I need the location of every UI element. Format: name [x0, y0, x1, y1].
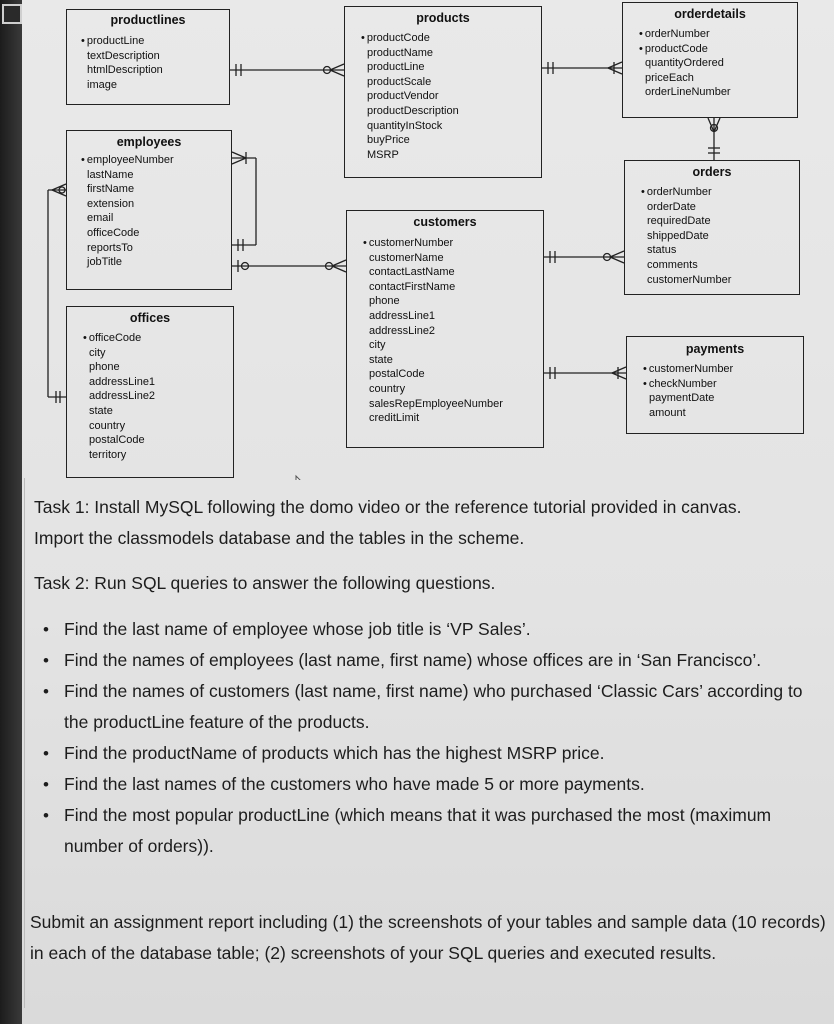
- table-field: addressLine1: [369, 309, 436, 322]
- table-field: quantityInStock: [367, 119, 443, 132]
- field-list: [649, 362, 733, 420]
- table-field: salesRepEmployeeNumber: [369, 397, 503, 410]
- table-field: status: [647, 244, 677, 257]
- table-field: officeCode: [87, 226, 140, 239]
- table-field: firstName: [87, 183, 135, 196]
- table-field: creditLimit: [369, 412, 420, 425]
- field-list: [87, 34, 163, 92]
- table-field: htmlDescription: [87, 64, 163, 77]
- table-field: • customerNumber: [649, 362, 733, 377]
- table-title: productlines: [110, 13, 186, 27]
- table-field: • productLine: [87, 34, 163, 49]
- table-field: • customerNumber: [369, 236, 503, 251]
- table-payments: [626, 336, 804, 434]
- table-field: postalCode: [369, 368, 425, 381]
- table-customers: [346, 210, 544, 448]
- table-title: orders: [692, 165, 732, 179]
- table-field: country: [369, 382, 406, 395]
- table-field: phone: [369, 295, 400, 308]
- list-item: • Find the last name of employee whose job title is ‘VP Sales’.: [34, 614, 814, 645]
- list-item: • Find the names of customers (last name, first name) who purchased ‘Classic Cars’ according to the productLine feature of the products.: [34, 676, 814, 738]
- table-field: • productCode: [645, 42, 731, 57]
- table-field: extension: [87, 197, 135, 210]
- table-field: • orderNumber: [647, 185, 731, 200]
- table-field: contactFirstName: [369, 280, 456, 293]
- table-field: orderLineNumber: [645, 86, 731, 99]
- table-title: offices: [129, 311, 171, 325]
- table-field: addressLine1: [89, 375, 156, 388]
- table-field: comments: [647, 258, 698, 271]
- submission-paragraph: Submit an assignment report including (1) the screenshots of your tables and sample data (10 records) in each of the database table; (2) screenshots of your SQL queries and executed results.: [30, 912, 826, 963]
- table-field: postalCode: [89, 434, 145, 447]
- table-title: products: [416, 11, 470, 25]
- table-field: productDescription: [367, 104, 459, 117]
- table-field: MSRP: [367, 148, 399, 161]
- table-field: paymentDate: [649, 392, 715, 405]
- table-field: customerName: [369, 251, 444, 264]
- table-field: productVendor: [367, 90, 439, 103]
- table-productlines: [66, 9, 230, 105]
- list-item: • Find the productName of products which has the highest MSRP price.: [34, 738, 814, 769]
- list-item: • Find the names of employees (last name, first name) whose offices are in ‘San Francisco’.: [34, 645, 814, 676]
- table-field: priceEach: [645, 71, 694, 84]
- table-field: addressLine2: [89, 390, 156, 403]
- table-field: territory: [89, 448, 127, 461]
- table-field: productScale: [367, 75, 432, 88]
- table-field: reportsTo: [87, 241, 133, 254]
- table-field: • employeeNumber: [87, 153, 174, 168]
- table-field: lastName: [87, 168, 134, 181]
- table-products: [344, 6, 542, 178]
- field-list: [647, 185, 731, 287]
- table-field: • productCode: [367, 31, 459, 46]
- table-field: state: [89, 404, 113, 417]
- table-field: city: [89, 346, 106, 359]
- table-field: requiredDate: [647, 215, 711, 228]
- table-field: productName: [367, 46, 434, 59]
- table-employees: [66, 130, 232, 290]
- table-field: textDescription: [87, 49, 160, 62]
- table-field: • officeCode: [89, 331, 155, 346]
- table-title: customers: [413, 215, 477, 229]
- field-list: [367, 31, 459, 162]
- table-field: customerNumber: [647, 273, 732, 286]
- table-title: employees: [116, 135, 182, 149]
- table-field: addressLine2: [369, 324, 436, 337]
- table-field: productLine: [367, 61, 425, 74]
- task1-paragraph: Task 1: Install MySQL following the domo video or the reference tutorial provided in canvas. Import the classmodels database and the tables in the scheme.: [34, 497, 742, 548]
- field-list: [89, 331, 155, 462]
- table-field: shippedDate: [647, 229, 709, 242]
- table-field: • checkNumber: [649, 377, 733, 392]
- task2-question-list: [34, 614, 814, 862]
- table-field: email: [87, 212, 114, 225]
- table-field: country: [89, 419, 126, 432]
- table-orderdetails: [622, 2, 798, 118]
- field-list: [87, 153, 174, 270]
- table-field: buyPrice: [367, 134, 410, 147]
- table-field: city: [369, 339, 386, 352]
- task2-heading: Task 2: Run SQL queries to answer the following questions.: [34, 573, 496, 593]
- table-field: jobTitle: [87, 256, 123, 269]
- table-field: • orderNumber: [645, 27, 731, 42]
- table-title: payments: [685, 342, 745, 356]
- field-list: [645, 27, 731, 100]
- table-field: quantityOrdered: [645, 57, 724, 70]
- table-field: phone: [89, 361, 120, 374]
- table-field: image: [87, 78, 117, 91]
- table-orders: [624, 160, 800, 295]
- left-edge-strip: [0, 0, 22, 1024]
- table-field: contactLastName: [369, 266, 455, 279]
- table-field: orderDate: [647, 200, 696, 213]
- field-list: [369, 236, 503, 426]
- list-item: • Find the most popular productLine (which means that it was purchased the most (maximum number of orders)).: [34, 800, 814, 862]
- checkbox-icon: [2, 4, 22, 24]
- table-title: orderdetails: [674, 7, 746, 21]
- table-field: amount: [649, 406, 686, 419]
- table-field: state: [369, 353, 393, 366]
- task-divider: [24, 478, 25, 1008]
- list-item: • Find the last names of the customers who have made 5 or more payments.: [34, 769, 814, 800]
- table-offices: [66, 306, 234, 478]
